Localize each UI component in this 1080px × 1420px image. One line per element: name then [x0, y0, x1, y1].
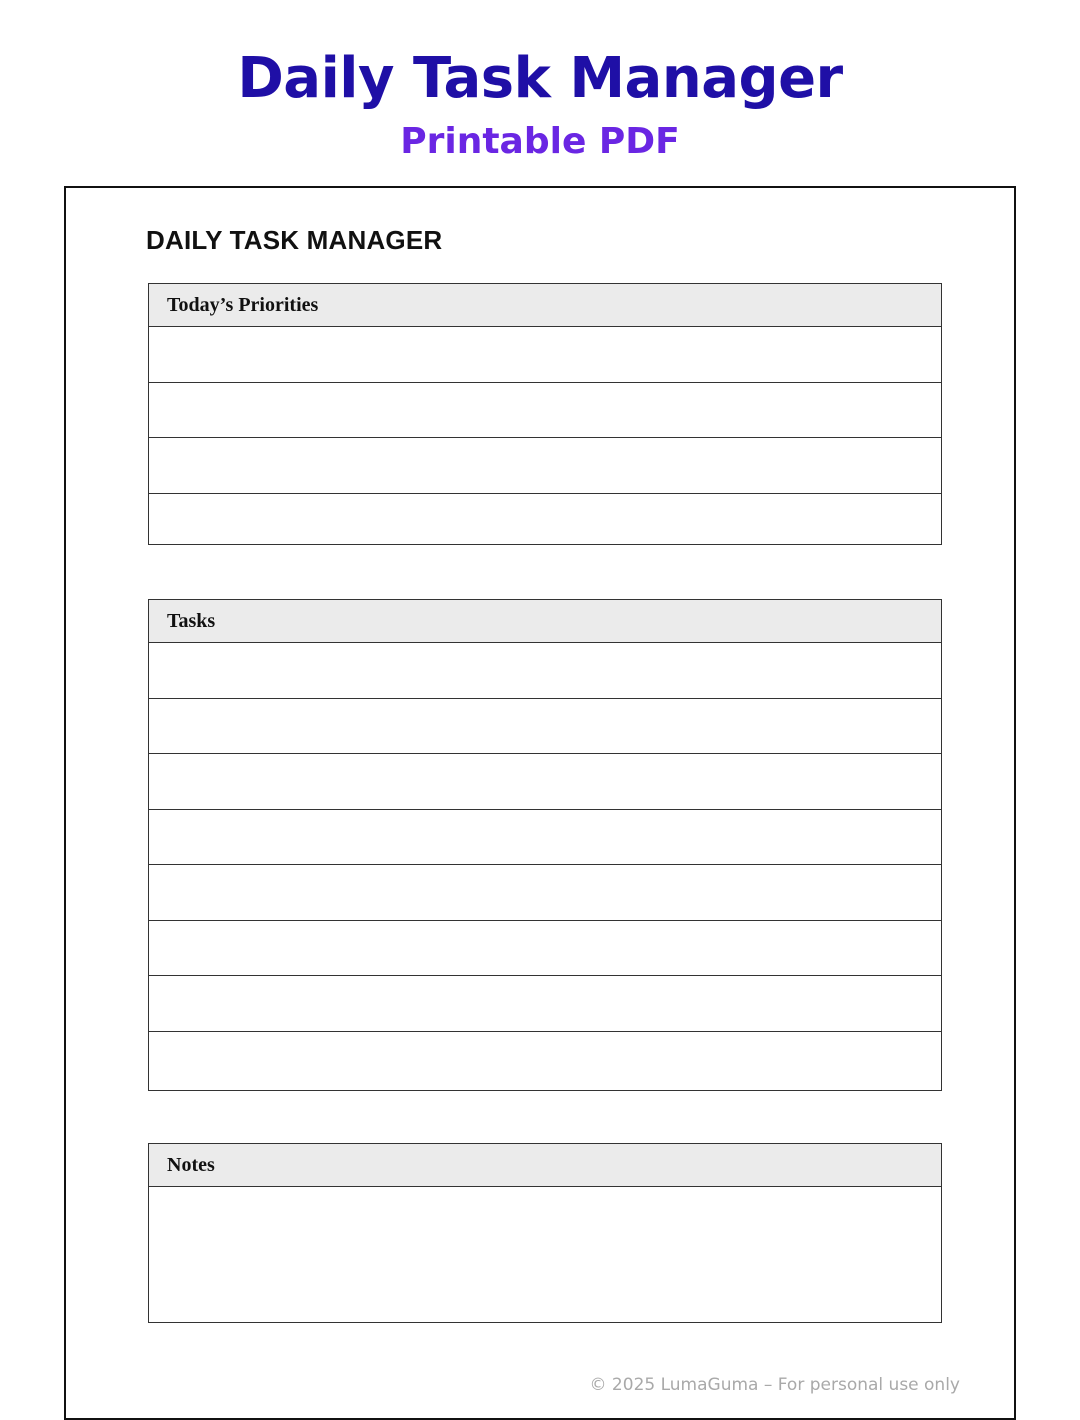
copyright-footer: © 2025 LumaGuma – For personal use only: [589, 1375, 960, 1395]
priorities-header: Today’s Priorities: [149, 284, 941, 327]
banner-subtitle: Printable PDF: [400, 121, 680, 162]
task-row: [149, 699, 941, 755]
tasks-header: Tasks: [149, 600, 941, 643]
notes-area: [149, 1187, 941, 1322]
priority-row: [149, 383, 941, 439]
notes-header: Notes: [149, 1144, 941, 1187]
tasks-section: [148, 599, 942, 1091]
task-row: [149, 754, 941, 810]
priority-row: [149, 438, 941, 494]
notes-section: [148, 1143, 942, 1323]
planner-sheet: [64, 186, 1016, 1420]
task-row: [149, 810, 941, 866]
priority-row: [149, 494, 941, 544]
task-row: [149, 921, 941, 977]
banner-title: Daily Task Manager: [237, 46, 843, 111]
sheet-title: DAILY TASK MANAGER: [146, 225, 443, 255]
task-row: [149, 1032, 941, 1090]
task-row: [149, 643, 941, 699]
priorities-section: [148, 283, 942, 545]
priority-row: [149, 327, 941, 383]
task-row: [149, 865, 941, 921]
task-row: [149, 976, 941, 1032]
